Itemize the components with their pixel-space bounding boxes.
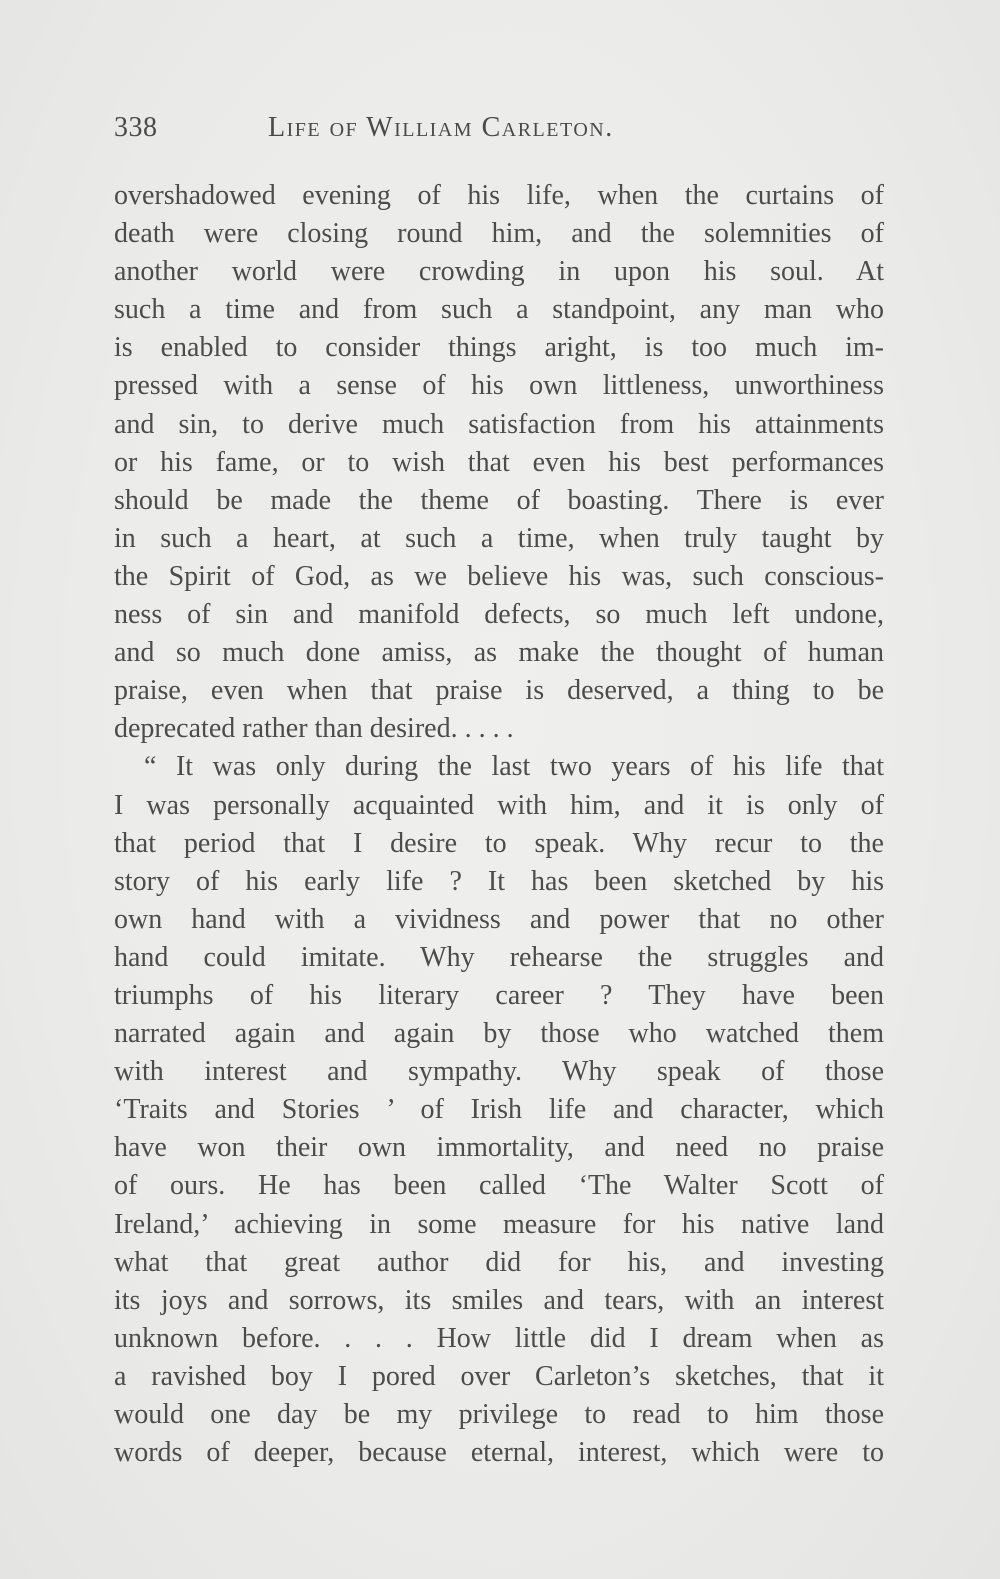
running-title: Life of William Carleton.	[268, 112, 614, 143]
text-line: is enabled to consider things aright, is too much im-	[114, 332, 884, 364]
text-line: praise, even when that praise is deserved, a thing to be	[114, 675, 884, 707]
text-line: hand could imitate. Why rehearse the struggles and	[114, 941, 884, 973]
text-line: ‘Traits and Stories ’ of Irish life and character, which	[114, 1094, 884, 1126]
page-header	[114, 112, 884, 152]
text-line: unknown before. . . . How little did I dream when as	[114, 1322, 884, 1354]
text-line: would one day be my privilege to read to him those	[114, 1399, 884, 1430]
page-number: 338	[114, 112, 158, 143]
text-line: narrated again and again by those who watched them	[114, 1018, 884, 1050]
text-line: “ It was only during the last two years of his life that	[144, 751, 884, 783]
text-line: in such a heart, at such a time, when truly taught by	[114, 522, 884, 554]
text-line: I was personally acquainted with him, and it is only of	[114, 789, 884, 821]
text-line: Ireland,’ achieving in some measure for his native land	[114, 1208, 884, 1240]
text-line: the Spirit of God, as we believe his was, such conscious-	[114, 560, 884, 592]
text-line: words of deeper, because eternal, interest, which were to	[114, 1437, 884, 1469]
text-line: and sin, to derive much satisfaction from his attainments	[114, 408, 884, 440]
text-line: with interest and sympathy. Why speak of those	[114, 1056, 884, 1088]
text-line: own hand with a vividness and power that no other	[114, 903, 884, 935]
text-line: should be made the theme of boasting. There is ever	[114, 484, 884, 516]
text-line: that period that I desire to speak. Why recur to the	[114, 827, 884, 859]
text-line: death were closing round him, and the solemnities of	[114, 218, 884, 250]
text-line: such a time and from such a standpoint, any man who	[114, 294, 884, 326]
text-line: ness of sin and manifold defects, so much left undone,	[114, 599, 884, 631]
text-line: have won their own immortality, and need no praise	[114, 1132, 884, 1164]
text-line: of ours. He has been called ‘The Walter Scott of	[114, 1170, 884, 1202]
text-line: pressed with a sense of his own littleness, unworthiness	[114, 370, 884, 402]
text-line: another world were crowding in upon his soul. At	[114, 256, 884, 288]
text-line: a ravished boy I pored over Carleton’s sketches, that it	[114, 1360, 884, 1392]
body-text	[114, 177, 884, 1472]
text-line: story of his early life ? It has been sketched by his	[114, 865, 884, 897]
text-line: its joys and sorrows, its smiles and tears, with an interest	[114, 1284, 884, 1316]
text-line: overshadowed evening of his life, when the curtains of	[114, 180, 884, 211]
text-line: what that great author did for his, and investing	[114, 1246, 884, 1278]
text-line: and so much done amiss, as make the thought of human	[114, 637, 884, 669]
text-line: deprecated rather than desired. . . . .	[114, 713, 514, 745]
text-line: or his fame, or to wish that even his best performances	[114, 446, 884, 478]
text-line: triumphs of his literary career ? They have been	[114, 979, 884, 1011]
